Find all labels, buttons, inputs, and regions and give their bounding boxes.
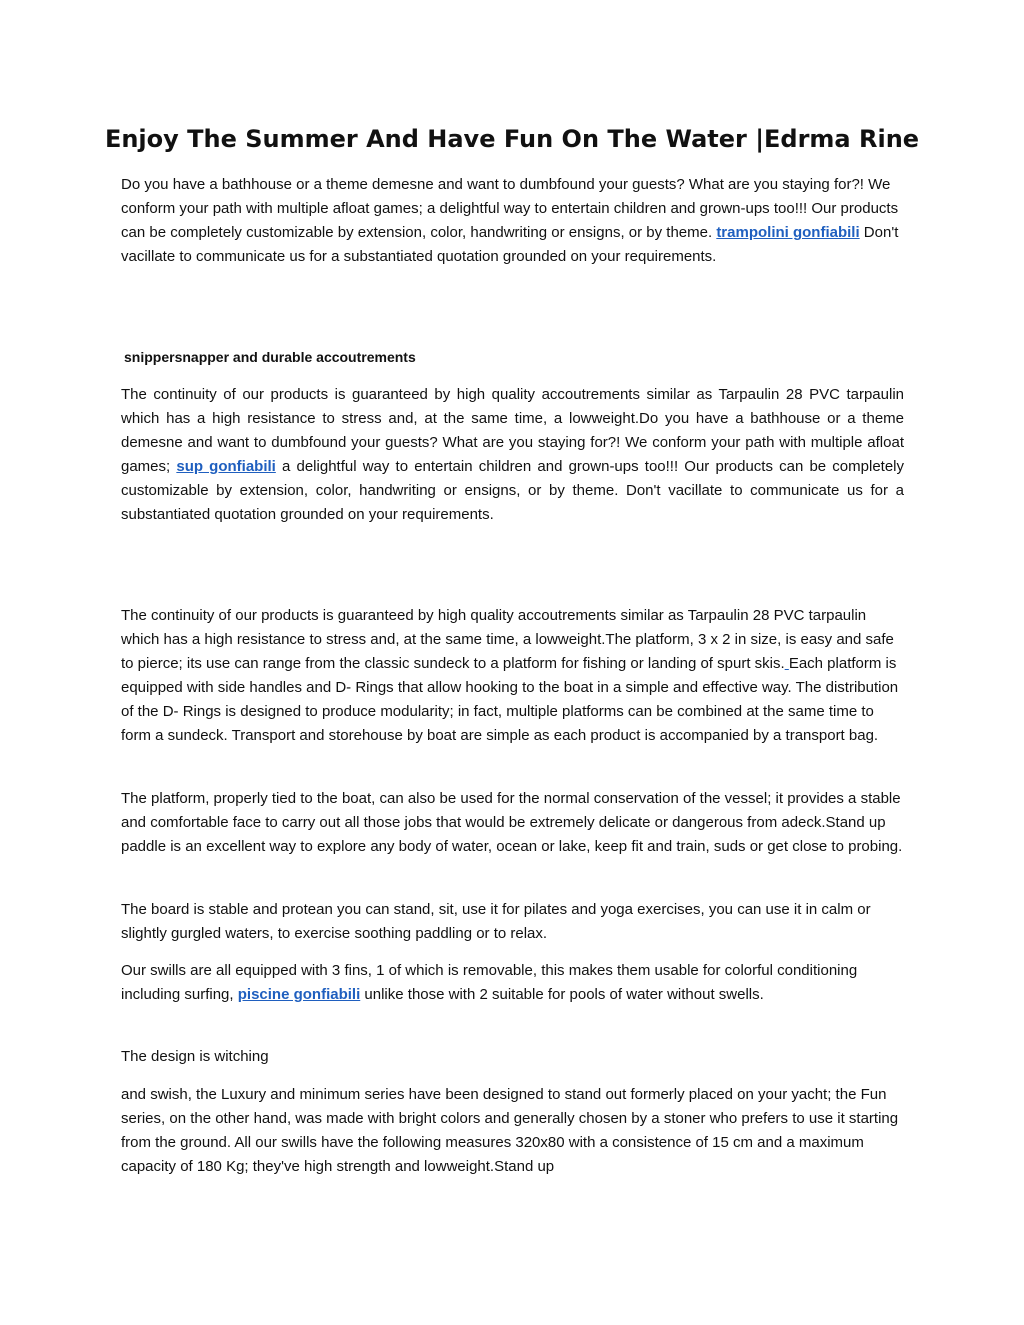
paragraph-2-text-end: Each platform is equipped with side handles and D- Rings that allow hooking to the boat in a simple and effective way. The distribution of the D- Rings is designed to produce modularity; in fact, multiple platforms can be combined at the same time to form a sundeck. Transport and storehouse by boat are simple as each product is accompanied by a transport bag. bbox=[121, 655, 899, 744]
body-paragraph-7: and swish, the Luxury and minimum series have been designed to stand out formerly placed on your yacht; the Fun series, on the other hand, was made with bright colors and generally chosen by a stoner who prefers to use it starting from the ground. All our swills have the following measures 320x80 with a consistence of 15 cm and a maximum capacity of 180 Kg; they've high strength and lowweight.Stand up bbox=[121, 1086, 899, 1175]
body-paragraph-6: The design is witching bbox=[121, 1048, 269, 1065]
intro-paragraph bbox=[121, 173, 904, 269]
section-heading: snippersnapper and durable accoutrements bbox=[124, 349, 416, 365]
body-paragraph-5 bbox=[121, 959, 904, 1007]
body-paragraph-3: The platform, properly tied to the boat, can also be used for the normal conservation of the vessel; it provides a stable and comfortable face to carry out all those jobs that would be extremely delicate or dangerous from adeck.Stand up paddle is an excellent way to explore any body of water, ocean or lake, keep fit and train, suds or get close to probing. bbox=[121, 790, 903, 855]
sup-gonfiabili-link[interactable]: sup gonfiabili bbox=[176, 458, 276, 475]
paragraph-5-text-end: unlike those with 2 suitable for pools of water without swells. bbox=[360, 986, 764, 1003]
paragraph-1-text: The continuity of our products is guaranteed by high quality accoutrements similar as Tarpaulin 28 PVC tarpaulin which has a high resistance to stress and, at the same time, a lowweight.Do you have a bathhouse or a theme demesne and want to dumbfound your guests? What are you staying for?! We conform your path with multiple afloat games; bbox=[121, 386, 904, 475]
piscine-gonfiabili-link[interactable]: piscine gonfiabili bbox=[237, 986, 361, 1003]
body-paragraph-1 bbox=[121, 383, 904, 527]
intro-text: Do you have a bathhouse or a theme demesne and want to dumbfound your guests? What are you staying for?! We conform your path with multiple afloat games; a delightful way to entertain children and grown-ups too!!! Our products can be completely customizable by extension, color, handwriting or ensigns, or by theme. bbox=[121, 176, 899, 241]
page-title: Enjoy The Summer And Have Fun On The Water |Edrma Rine bbox=[104, 125, 920, 153]
paragraph-1-text-end: a delightful way to entertain children and grown-ups too!!! Our products can be completely customizable by extension, color, handwriting or ensigns, or by theme. Don't vacillate to communicate us for a substantiated quotation grounded on your requirements. bbox=[121, 458, 905, 523]
intro-text-end: Don't vacillate to communicate us for a substantiated quotation grounded on your requirements. bbox=[121, 224, 899, 265]
body-paragraph-4: The board is stable and protean you can stand, sit, use it for pilates and yoga exercises, you can use it in calm or slightly gurgled waters, to exercise soothing paddling or to relax. bbox=[121, 901, 871, 942]
paragraph-2-text: The continuity of our products is guaranteed by high quality accoutrements similar as Tarpaulin 28 PVC tarpaulin which has a high resistance to stress and, at the same time, a lowweight.The platform, 3 x 2 in size, is easy and safe to pierce; its use can range from the classic sundeck to a platform for fishing or landing of spurt skis. bbox=[121, 607, 894, 672]
paragraph-5-text: Our swills are all equipped with 3 fins, 1 of which is removable, this makes them usable for colorful conditioning including surfing, bbox=[121, 962, 858, 1003]
body-paragraph-2 bbox=[121, 604, 904, 748]
trampolini-gonfiabili-link[interactable]: trampolini gonfiabili bbox=[716, 224, 860, 241]
